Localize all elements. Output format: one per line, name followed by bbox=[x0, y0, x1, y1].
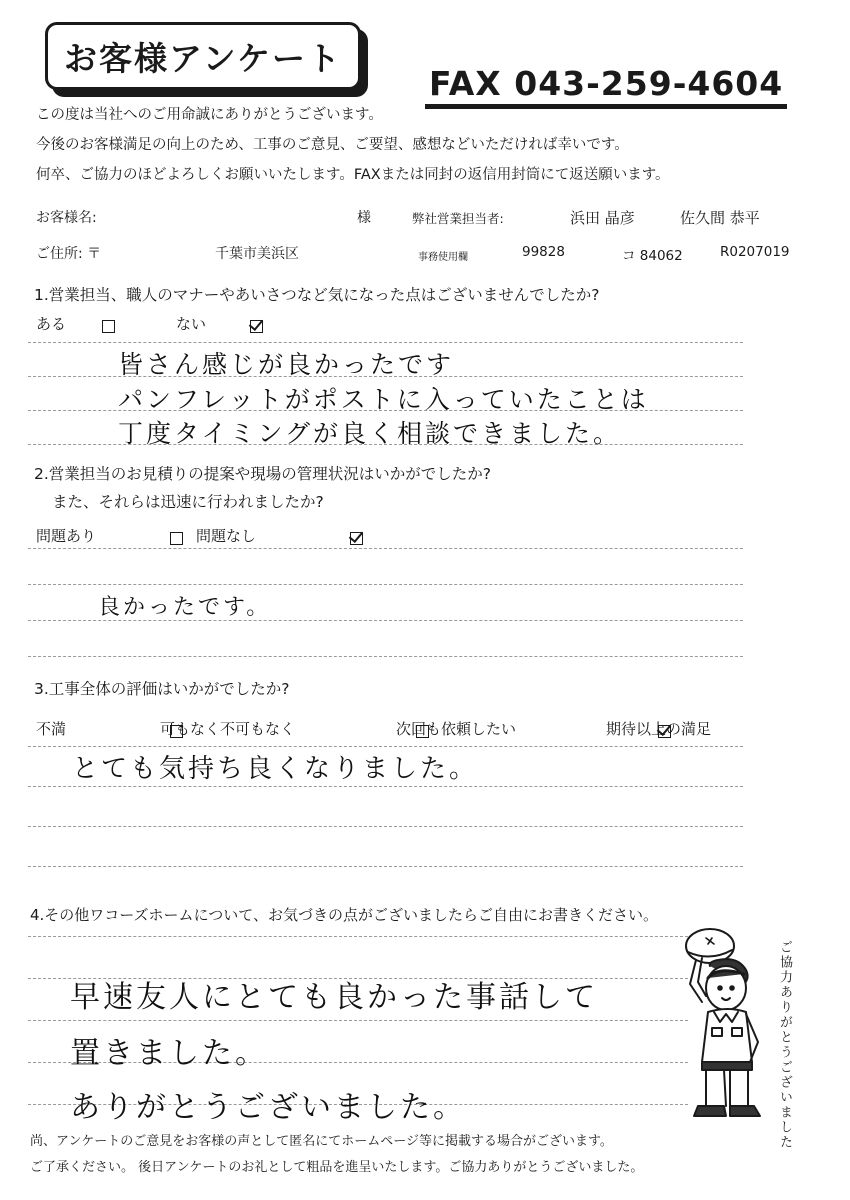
worker-illustration-icon bbox=[672, 922, 772, 1122]
q4-answer-line-3: ありがとうございました。 bbox=[70, 1090, 466, 1125]
question-1: 1.営業担当、職人のマナーやあいさつなど気になった点はございませんでしたか? bbox=[34, 286, 600, 304]
question-3: 3.工事全体の評価はいかがでしたか? bbox=[34, 680, 290, 698]
q3-answer: とても気持ち良くなりました。 bbox=[72, 754, 479, 784]
q1-option-yes-label: ある bbox=[36, 315, 67, 333]
q4-answer-line-1: 早速友人にとても良かった事話して bbox=[70, 980, 598, 1015]
answer-line bbox=[28, 746, 743, 747]
answer-line bbox=[28, 936, 688, 937]
intro-line-3: 何卒、ご協力のほどよろしくお願いいたします。FAXまたは同封の返信用封筒にて返送願います。 bbox=[36, 167, 670, 183]
q2-answer: 良かったです。 bbox=[98, 595, 272, 620]
intro-line-2: 今後のお客様満足の向上のため、工事のご意見、ご要望、感想などいただければ幸いです。 bbox=[36, 137, 629, 153]
q1-answer-line-3: 丁度タイミングが良く相談できました。 bbox=[118, 419, 622, 448]
address-label: ご住所: 〒 bbox=[36, 246, 102, 262]
sales-rep-label: 弊社営業担当者: bbox=[412, 211, 504, 226]
office-use-label: 事務使用欄 bbox=[418, 252, 468, 263]
survey-title: お客様アンケート bbox=[45, 22, 361, 90]
q2-option-problem-checkbox[interactable] bbox=[170, 532, 183, 545]
q1-answer-line-1: 皆さん感じが良かったです bbox=[118, 350, 455, 379]
q3-option-1-label: 不満 bbox=[36, 720, 67, 738]
q1-option-yes-checkbox[interactable] bbox=[102, 320, 115, 333]
answer-line bbox=[28, 342, 743, 343]
answer-line bbox=[28, 584, 743, 585]
customer-name-label: お客様名: bbox=[36, 210, 97, 226]
address-value: 千葉市美浜区 bbox=[215, 246, 299, 262]
q2-option-noproblem-label: 問題なし bbox=[196, 527, 257, 545]
answer-line bbox=[28, 866, 743, 867]
q2-option-noproblem-checkbox[interactable] bbox=[350, 532, 363, 545]
office-code-1: 99828 bbox=[522, 244, 565, 260]
q3-option-2-label: 可もなく不可もなく bbox=[160, 720, 296, 738]
side-thanks-text: ご協力ありがとうございました bbox=[777, 940, 792, 1150]
q1-option-no-label: ない bbox=[176, 315, 207, 333]
answer-line bbox=[28, 656, 743, 657]
intro-line-1: この度は当社へのご用命誠にありがとうございます。 bbox=[36, 107, 383, 123]
sales-rep-1: 浜田 晶彦 bbox=[570, 209, 635, 227]
q2-option-problem-label: 問題あり bbox=[36, 527, 97, 545]
honorific-sama: 様 bbox=[357, 210, 371, 226]
answer-line bbox=[28, 826, 743, 827]
question-4: 4.その他ワコーズホームについて、お気づきの点がございましたらご自由にお書きください。 bbox=[30, 906, 658, 924]
q3-option-3-label: 次回も依頼したい bbox=[396, 720, 517, 738]
office-code-2: コ 84062 bbox=[622, 248, 683, 264]
answer-line bbox=[28, 786, 743, 787]
fax-number: FAX 043-259-4604 bbox=[425, 64, 787, 109]
question-2: 2.営業担当のお見積りの提案や現場の管理状況はいかがでしたか? bbox=[34, 465, 492, 483]
answer-line bbox=[28, 548, 743, 549]
footer-line-2: ご了承ください。 後日アンケートのお礼として粗品を進呈いたします。ご協力ありがとうございました。 bbox=[30, 1160, 644, 1175]
sales-rep-2: 佐久間 恭平 bbox=[680, 209, 760, 227]
q1-answer-line-2: パンフレットがポストに入っていたことは bbox=[118, 385, 649, 414]
answer-line bbox=[28, 1020, 688, 1021]
q1-option-no-checkbox[interactable] bbox=[250, 320, 263, 333]
question-2-sub: また、それらは迅速に行われましたか? bbox=[52, 493, 324, 511]
footer-line-1: 尚、アンケートのご意見をお客様の声として匿名にてホームページ等に掲載する場合がございます。 bbox=[30, 1134, 613, 1149]
office-code-3: R0207019 bbox=[720, 244, 790, 260]
q4-answer-line-2: 置きました。 bbox=[70, 1036, 268, 1071]
q3-option-4-label: 期待以上の満足 bbox=[606, 720, 712, 738]
